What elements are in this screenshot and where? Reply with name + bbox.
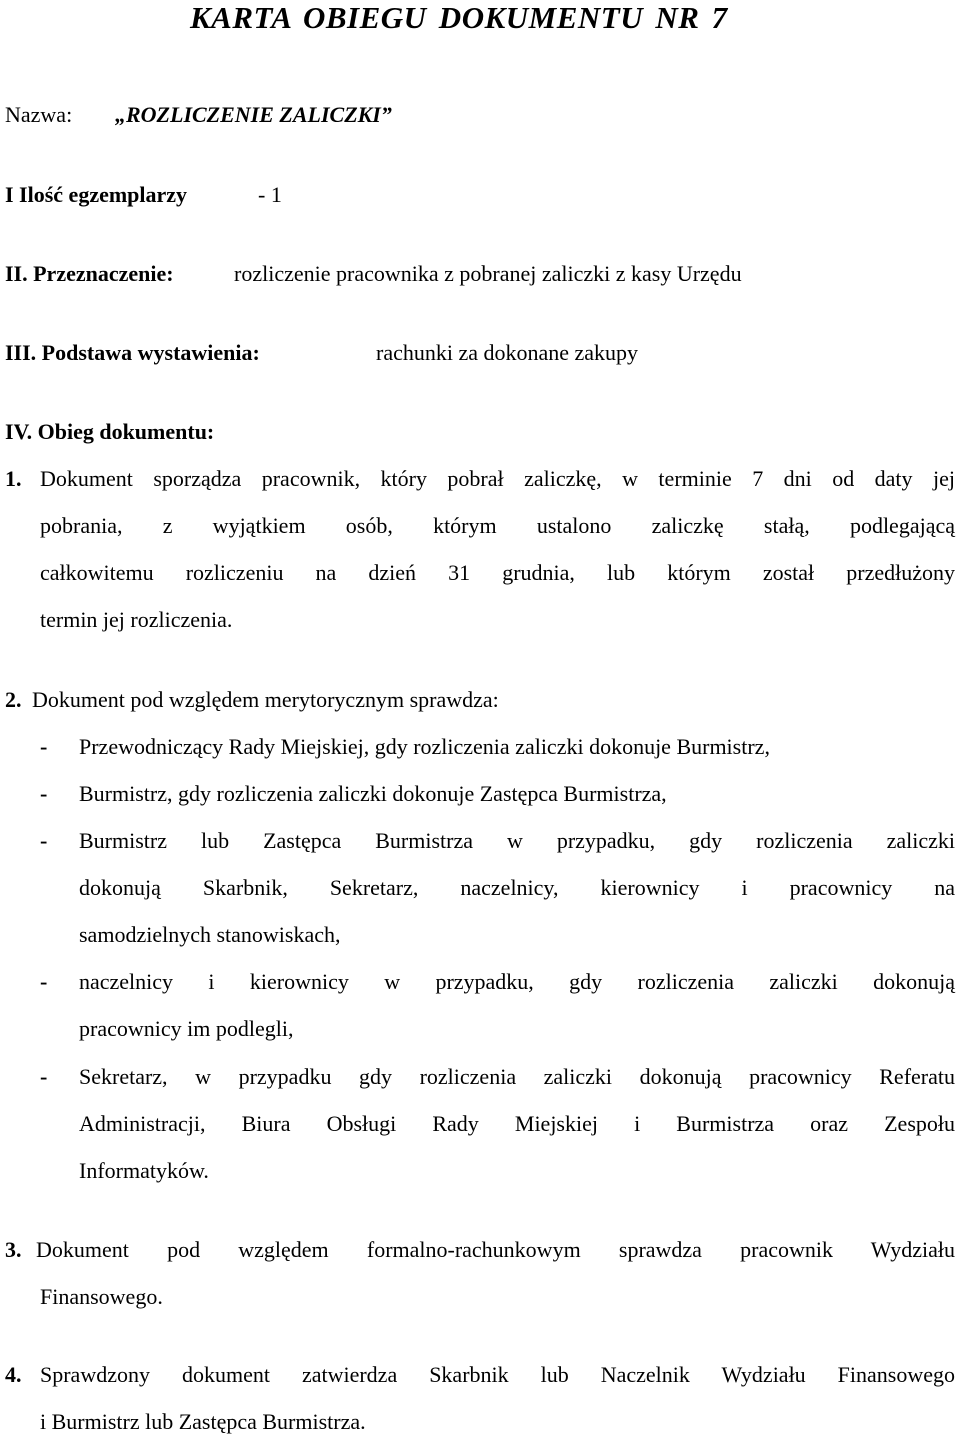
list-item-line: Administracji, Biura Obsługi Rady Miejskiej i Burmistrza oraz Zespołu [79, 1111, 955, 1136]
list-item-line: dokonują Skarbnik, Sekretarz, naczelnicy, kierownicy i pracownicy na [79, 875, 955, 900]
copies-label: I Ilość egzemplarzy [5, 182, 188, 207]
basis-value: rachunki za dokonane zakupy [376, 340, 639, 365]
paragraph-2-number: 2. [5, 687, 22, 712]
list-item-line: samodzielnych stanowiskach, [79, 922, 341, 947]
list-dash: - [40, 734, 48, 759]
list-dash: - [40, 969, 48, 994]
basis-label: III. Podstawa wystawienia: [5, 340, 260, 365]
paragraph-1-line: pobrania, z wyjątkiem osób, którym ustalono zaliczkę stałą, podlegającą [40, 513, 955, 538]
paragraph-3-number: 3. [5, 1237, 22, 1262]
paragraph-1-line: termin jej rozliczenia. [40, 607, 233, 632]
paragraph-4-line: Sprawdzony dokument zatwierdza Skarbnik lub Naczelnik Wydziału Finansowego [40, 1362, 955, 1387]
paragraph-1-line: Dokument sporządza pracownik, który pobrał zaliczkę, w terminie 7 dni od daty jej [40, 466, 955, 491]
purpose-label: II. Przeznaczenie: [5, 261, 174, 286]
list-item-line: Burmistrz, gdy rozliczenia zaliczki dokonuje Zastępca Burmistrza, [79, 781, 667, 806]
document-title: KARTA OBIEGU DOKUMENTU NR 7 [190, 0, 728, 35]
list-item-line: Sekretarz, w przypadku gdy rozliczenia zaliczki dokonują pracownicy Referatu [79, 1064, 955, 1089]
paragraph-2-intro: Dokument pod względem merytorycznym sprawdza: [32, 687, 499, 712]
list-item-line: Burmistrz lub Zastępca Burmistrza w przypadku, gdy rozliczenia zaliczki [79, 828, 955, 853]
paragraph-3-line: Dokument pod względem formalno-rachunkowym sprawdza pracownik Wydziału [36, 1237, 955, 1262]
paragraph-4-line: i Burmistrz lub Zastępca Burmistrza. [40, 1409, 366, 1434]
paragraph-3-line: Finansowego. [40, 1284, 163, 1309]
list-dash: - [40, 828, 48, 853]
paragraph-1-number: 1. [5, 466, 22, 491]
list-item-line: pracownicy im podlegli, [79, 1016, 294, 1041]
list-item-line: Przewodniczący Rady Miejskiej, gdy rozliczenia zaliczki dokonuje Burmistrz, [79, 734, 770, 759]
paragraph-1-line: całkowitemu rozliczeniu na dzień 31 grudnia, lub którym został przedłużony [40, 560, 955, 585]
purpose-value: rozliczenie pracownika z pobranej zaliczki z kasy Urzędu [234, 261, 742, 286]
list-item-line: Informatyków. [79, 1158, 209, 1183]
list-dash: - [40, 781, 48, 806]
list-item-line: naczelnicy i kierownicy w przypadku, gdy rozliczenia zaliczki dokonują [79, 969, 955, 994]
list-dash: - [40, 1064, 48, 1089]
circulation-label: IV. Obieg dokumentu: [5, 419, 215, 444]
name-value: „ROZLICZENIE ZALICZKI” [115, 102, 392, 127]
name-label: Nazwa: [5, 102, 73, 127]
paragraph-4-number: 4. [5, 1362, 22, 1387]
copies-value: - 1 [258, 182, 282, 207]
